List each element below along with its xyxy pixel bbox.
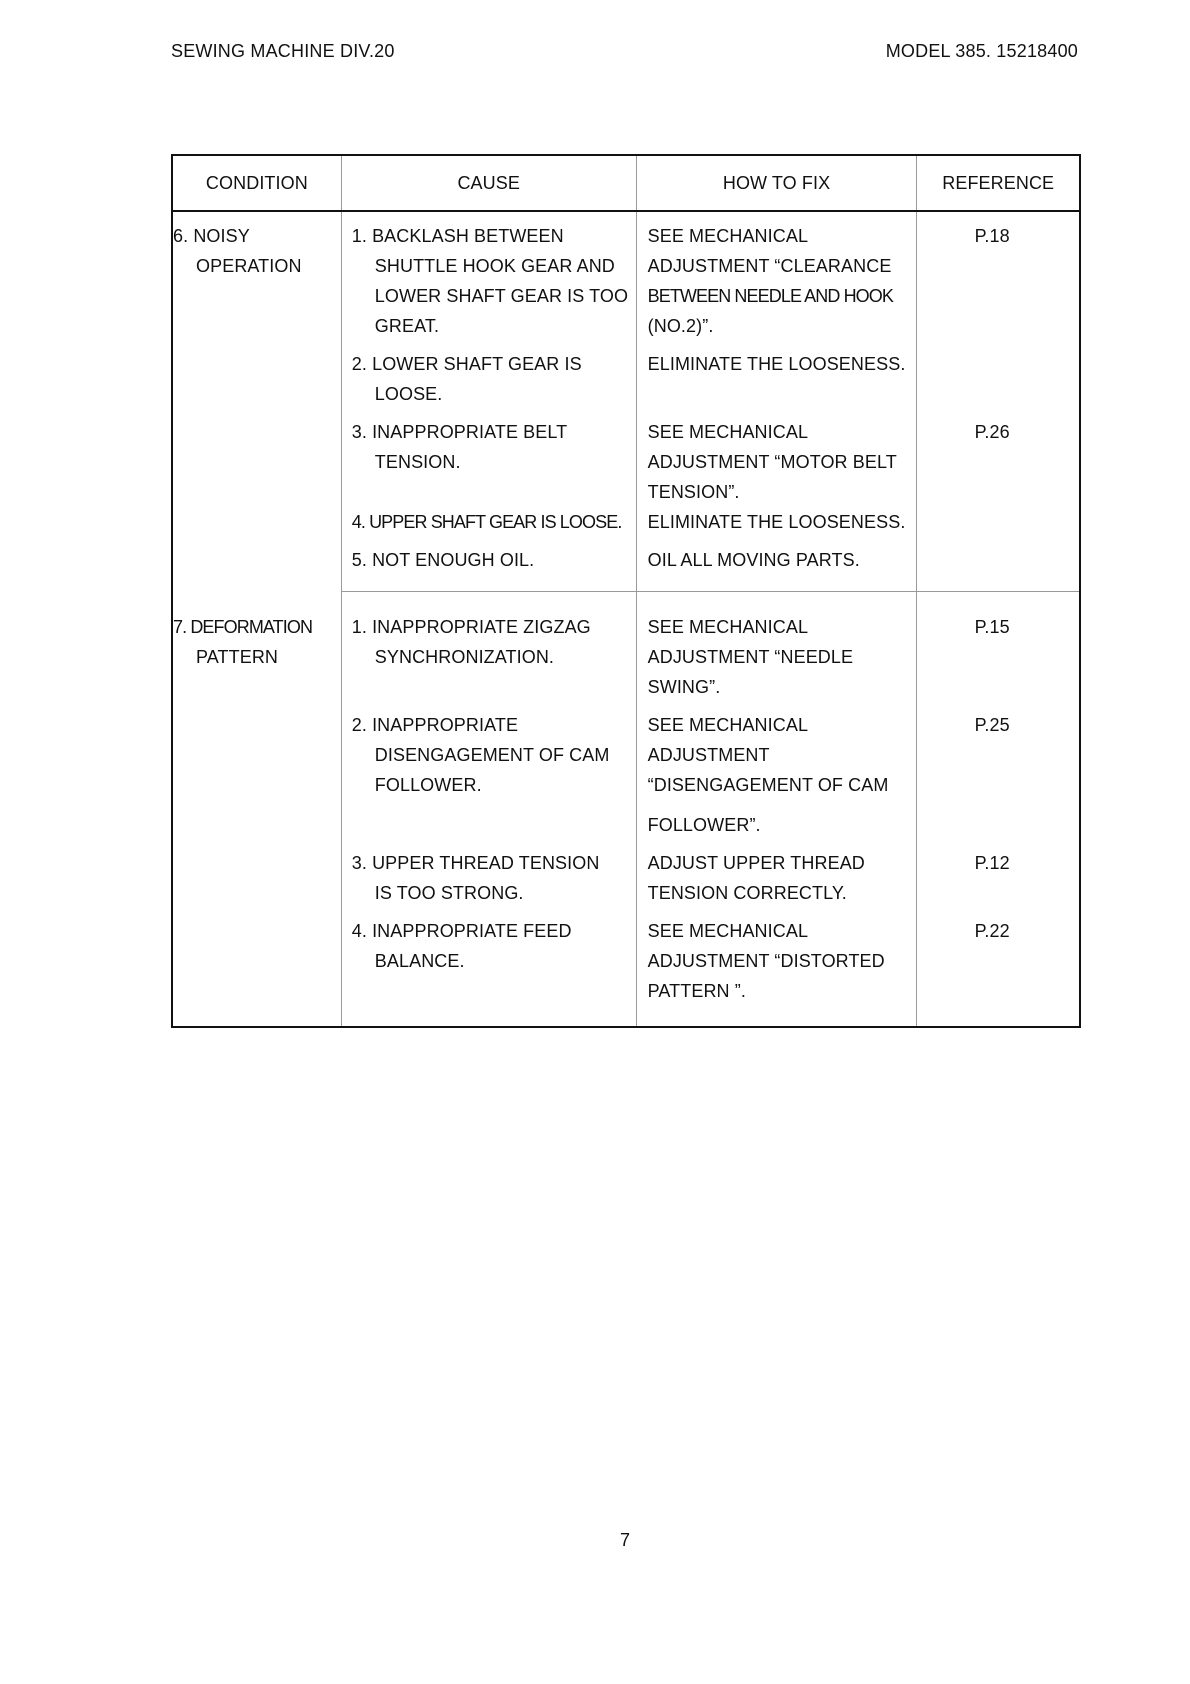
fix-line: TENSION”. xyxy=(647,482,740,502)
fix-line: SEE MECHANICAL xyxy=(647,617,809,637)
fix-line: ELIMINATE THE LOOSENESS. xyxy=(647,354,906,374)
reference-cell: P.22 xyxy=(917,908,1080,1027)
column-header-reference: REFERENCE xyxy=(917,155,1080,211)
reference-cell: P.25 xyxy=(917,702,1080,840)
fix-line: SEE MECHANICAL xyxy=(647,921,809,941)
condition-label: OPERATION xyxy=(196,256,302,276)
fix-line: FOLLOWER”. xyxy=(647,815,761,835)
fix-cell xyxy=(636,537,917,592)
reference-cell xyxy=(917,507,1080,537)
fix-line: TENSION CORRECTLY. xyxy=(647,883,847,903)
reference-cell: P.12 xyxy=(917,840,1080,908)
cause-line: 4. UPPER SHAFT GEAR IS LOOSE. xyxy=(351,512,622,532)
fix-cell xyxy=(636,592,917,703)
column-header-condition: CONDITION xyxy=(172,155,341,211)
fix-line: BETWEEN NEEDLE AND HOOK xyxy=(647,286,893,306)
fix-cell xyxy=(636,409,917,507)
fix-line: ADJUSTMENT “DISTORTED xyxy=(647,951,885,971)
fix-line: SWING”. xyxy=(647,677,721,697)
fix-line: (NO.2)”. xyxy=(647,316,714,336)
table-row xyxy=(172,592,1080,703)
condition-label: PATTERN xyxy=(196,646,279,667)
cause-line: 4. INAPPROPRIATE FEED xyxy=(351,921,572,941)
cause-cell xyxy=(341,592,636,703)
condition-number-label: 6. NOISY xyxy=(173,226,250,246)
cause-line: 2. LOWER SHAFT GEAR IS xyxy=(351,354,582,374)
cause-cell xyxy=(341,341,636,409)
cause-cell xyxy=(341,537,636,592)
cause-line: LOWER SHAFT GEAR IS TOO xyxy=(374,286,629,306)
cause-line: LOOSE. xyxy=(374,384,443,404)
fix-cell xyxy=(636,507,917,537)
cause-cell xyxy=(341,702,636,840)
cause-line: BALANCE. xyxy=(374,951,465,971)
fix-line: “DISENGAGEMENT OF CAM xyxy=(647,775,889,795)
fix-line: PATTERN ”. xyxy=(647,981,746,1001)
fix-line: OIL ALL MOVING PARTS. xyxy=(647,550,860,570)
fix-line: ELIMINATE THE LOOSENESS. xyxy=(647,512,906,532)
fix-line: ADJUSTMENT xyxy=(647,745,770,765)
cause-line: 5. NOT ENOUGH OIL. xyxy=(351,550,535,570)
fix-line: SEE MECHANICAL xyxy=(647,715,809,735)
condition-cell xyxy=(172,211,341,592)
cause-line: FOLLOWER. xyxy=(374,775,482,795)
page-number: 7 xyxy=(619,1530,630,1550)
reference-cell: P.18 xyxy=(917,211,1080,341)
cause-line: GREAT. xyxy=(374,316,440,336)
cause-line: SYNCHRONIZATION. xyxy=(374,647,555,667)
cause-cell xyxy=(341,211,636,341)
fix-cell xyxy=(636,211,917,341)
fix-line: ADJUSTMENT “CLEARANCE xyxy=(647,256,892,276)
column-header-cause: CAUSE xyxy=(341,155,636,211)
troubleshooting-table xyxy=(171,154,1081,1028)
table-header-row xyxy=(172,155,1080,211)
cause-line: IS TOO STRONG. xyxy=(374,883,524,903)
condition-cell xyxy=(172,592,341,1028)
cause-line: DISENGAGEMENT OF CAM xyxy=(374,745,610,765)
cause-cell xyxy=(341,908,636,1027)
fix-line: ADJUSTMENT “NEEDLE xyxy=(647,647,854,667)
cause-line: SHUTTLE HOOK GEAR AND xyxy=(374,256,615,276)
fix-cell xyxy=(636,840,917,908)
column-header-how-to-fix: HOW TO FIX xyxy=(636,155,917,211)
fix-cell xyxy=(636,702,917,840)
cause-cell xyxy=(341,507,636,537)
reference-cell: P.15 xyxy=(917,592,1080,703)
cause-line: 1. BACKLASH BETWEEN xyxy=(351,226,564,246)
reference-cell: P.26 xyxy=(917,409,1080,507)
fix-line: ADJUSTMENT “MOTOR BELT xyxy=(647,452,897,472)
cause-line: 2. INAPPROPRIATE xyxy=(351,715,519,735)
reference-cell xyxy=(917,341,1080,409)
table-row xyxy=(172,211,1080,341)
cause-line: 1. INAPPROPRIATE ZIGZAG xyxy=(351,617,591,637)
fix-line: SEE MECHANICAL xyxy=(647,422,809,442)
cause-line: 3. UPPER THREAD TENSION xyxy=(351,853,600,873)
cause-line: TENSION. xyxy=(374,452,461,472)
condition-number-label: 7. DEFORMATION xyxy=(173,616,313,637)
fix-line: SEE MECHANICAL xyxy=(647,226,809,246)
fix-line: ADJUST UPPER THREAD xyxy=(647,853,865,873)
header-division: SEWING MACHINE DIV.20 xyxy=(171,41,395,61)
cause-cell xyxy=(341,840,636,908)
fix-cell xyxy=(636,908,917,1027)
cause-line: 3. INAPPROPRIATE BELT xyxy=(351,422,568,442)
reference-cell xyxy=(917,537,1080,592)
header-model: MODEL 385. 15218400 xyxy=(885,41,1078,61)
cause-cell xyxy=(341,409,636,507)
fix-cell xyxy=(636,341,917,409)
